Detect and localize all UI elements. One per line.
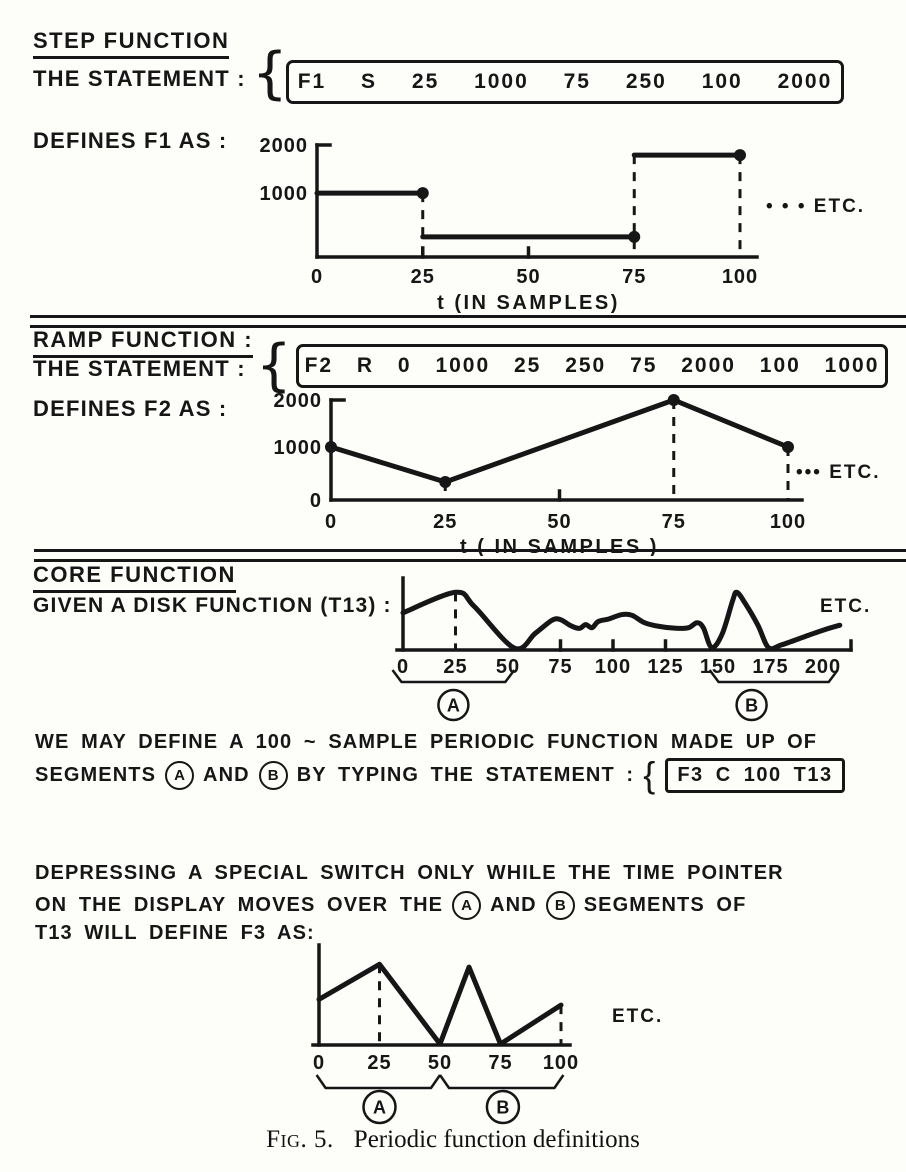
figure-caption [0, 1126, 906, 1154]
switch-note-line2-post: SEGMENTS OF [583, 894, 747, 916]
ramp-section-title-wrap [33, 327, 253, 358]
f3-function-chart [298, 938, 738, 1133]
x-tick-label: 75 [548, 656, 573, 678]
x-tick-label: 0 [324, 511, 338, 533]
step-statement-brace: { [252, 41, 288, 106]
segment-label: A [373, 1097, 386, 1118]
core-section-title: CORE FUNCTION [33, 562, 236, 593]
data-point [417, 187, 429, 199]
switch-note-line3: T13 WILL DEFINE F3 AS: [35, 922, 315, 944]
periodic-note-line2-pre: SEGMENTS [35, 763, 157, 786]
periodic-note-conj: AND [203, 763, 250, 786]
x-tick-label: 75 [488, 1052, 513, 1074]
step-statement-label: THE STATEMENT : [33, 66, 246, 91]
figure-caption-text: Periodic function definitions [353, 1126, 640, 1153]
segment-a-badge: A [452, 891, 481, 920]
segment-bracket [440, 1075, 563, 1088]
ramp-section-title: RAMP FUNCTION : [33, 327, 253, 358]
data-point [668, 394, 680, 406]
x-tick-label: 0 [312, 1052, 326, 1074]
x-tick-label: 200 [804, 656, 842, 678]
x-tick-label: 25 [433, 511, 458, 533]
data-point [628, 231, 640, 243]
x-tick-label: 150 [699, 656, 737, 678]
x-tick-label: 50 [427, 1052, 453, 1074]
x-tick-label: 25 [443, 656, 468, 678]
data-point [325, 441, 337, 453]
segment-label: A [446, 695, 460, 716]
segment-a-badge: A [165, 761, 194, 790]
step-function-chart [230, 128, 906, 320]
x-tick-label: 25 [367, 1052, 392, 1074]
function-curve [319, 964, 561, 1044]
core-given-label: GIVEN A DISK FUNCTION (T13) : [33, 594, 392, 617]
switch-note-line2 [35, 891, 746, 920]
segment-label: B [496, 1097, 510, 1118]
etc-label: ••• ETC. [796, 462, 881, 483]
x-tick-label: 75 [661, 511, 686, 533]
switch-note-conj: AND [490, 894, 537, 916]
x-tick-label: 0 [396, 656, 410, 678]
x-tick-label: 100 [542, 1052, 580, 1074]
periodic-note-line1: WE MAY DEFINE A 100 ~ SAMPLE PERIODIC FUNCTION MADE UP OF [35, 731, 818, 753]
ramp-defines-label: DEFINES F2 AS : [33, 396, 228, 421]
y-tick-label: 1000 [259, 183, 308, 206]
y-tick-label: 2000 [259, 135, 308, 157]
disk-function-chart [388, 572, 906, 732]
step-section-title: STEP FUNCTION [33, 28, 229, 59]
step-statement-box: F1 S 25 1000 75 250 100 2000 [286, 60, 844, 104]
section-divider [34, 549, 906, 562]
x-tick-label: 100 [769, 511, 807, 533]
core-section-title-wrap [33, 562, 236, 593]
etc-label: • • • ETC. [766, 196, 866, 217]
ramp-statement-brace: { [256, 333, 292, 398]
x-tick-label: 175 [752, 656, 789, 678]
x-tick-label: 100 [721, 266, 759, 288]
segment-b-badge: B [259, 761, 288, 790]
function-curve [403, 592, 840, 649]
segment-b-badge: B [546, 891, 575, 920]
data-point [439, 476, 451, 488]
etc-label: ETC. [820, 596, 872, 617]
etc-label: ETC. [612, 1006, 664, 1027]
y-tick-label: 0 [309, 490, 322, 512]
f3-statement-brace: { [643, 754, 657, 795]
x-axis-label: t ( IN SAMPLES ) [460, 536, 659, 556]
step-defines-label: DEFINES F1 AS : [33, 128, 228, 153]
segment-label: B [745, 695, 759, 716]
x-tick-label: 50 [495, 656, 521, 678]
x-tick-label: 100 [594, 656, 632, 678]
x-tick-label: 0 [310, 266, 324, 288]
switch-note-line2-pre: ON THE DISPLAY MOVES OVER THE [35, 894, 444, 916]
data-point [782, 441, 794, 453]
y-tick-label: 1000 [273, 437, 322, 459]
step-section-title-wrap [33, 28, 229, 59]
x-tick-label: 75 [622, 266, 647, 288]
figure-caption-number: Fig. 5. [266, 1126, 334, 1153]
f3-statement-box: F3 C 100 T13 [665, 758, 844, 793]
x-tick-label: 125 [647, 656, 684, 678]
x-axis-label: t (IN SAMPLES) [437, 292, 620, 314]
switch-note-line1: DEPRESSING A SPECIAL SWITCH ONLY WHILE THE TIME POINTER [35, 862, 784, 884]
segment-bracket [317, 1075, 440, 1088]
ramp-statement-box: F2 R 0 1000 25 250 75 2000 100 1000 [296, 344, 888, 388]
y-tick-label: 2000 [273, 390, 322, 412]
function-curve [331, 400, 788, 482]
x-tick-label: 50 [547, 511, 572, 533]
periodic-note-line2-post: BY TYPING THE STATEMENT : [296, 763, 635, 786]
data-point [734, 149, 746, 161]
ramp-statement-label: THE STATEMENT : [33, 356, 246, 381]
ramp-function-chart [230, 390, 906, 556]
x-tick-label: 25 [410, 266, 435, 288]
periodic-note-line2 [35, 754, 845, 795]
x-tick-label: 50 [516, 266, 541, 288]
